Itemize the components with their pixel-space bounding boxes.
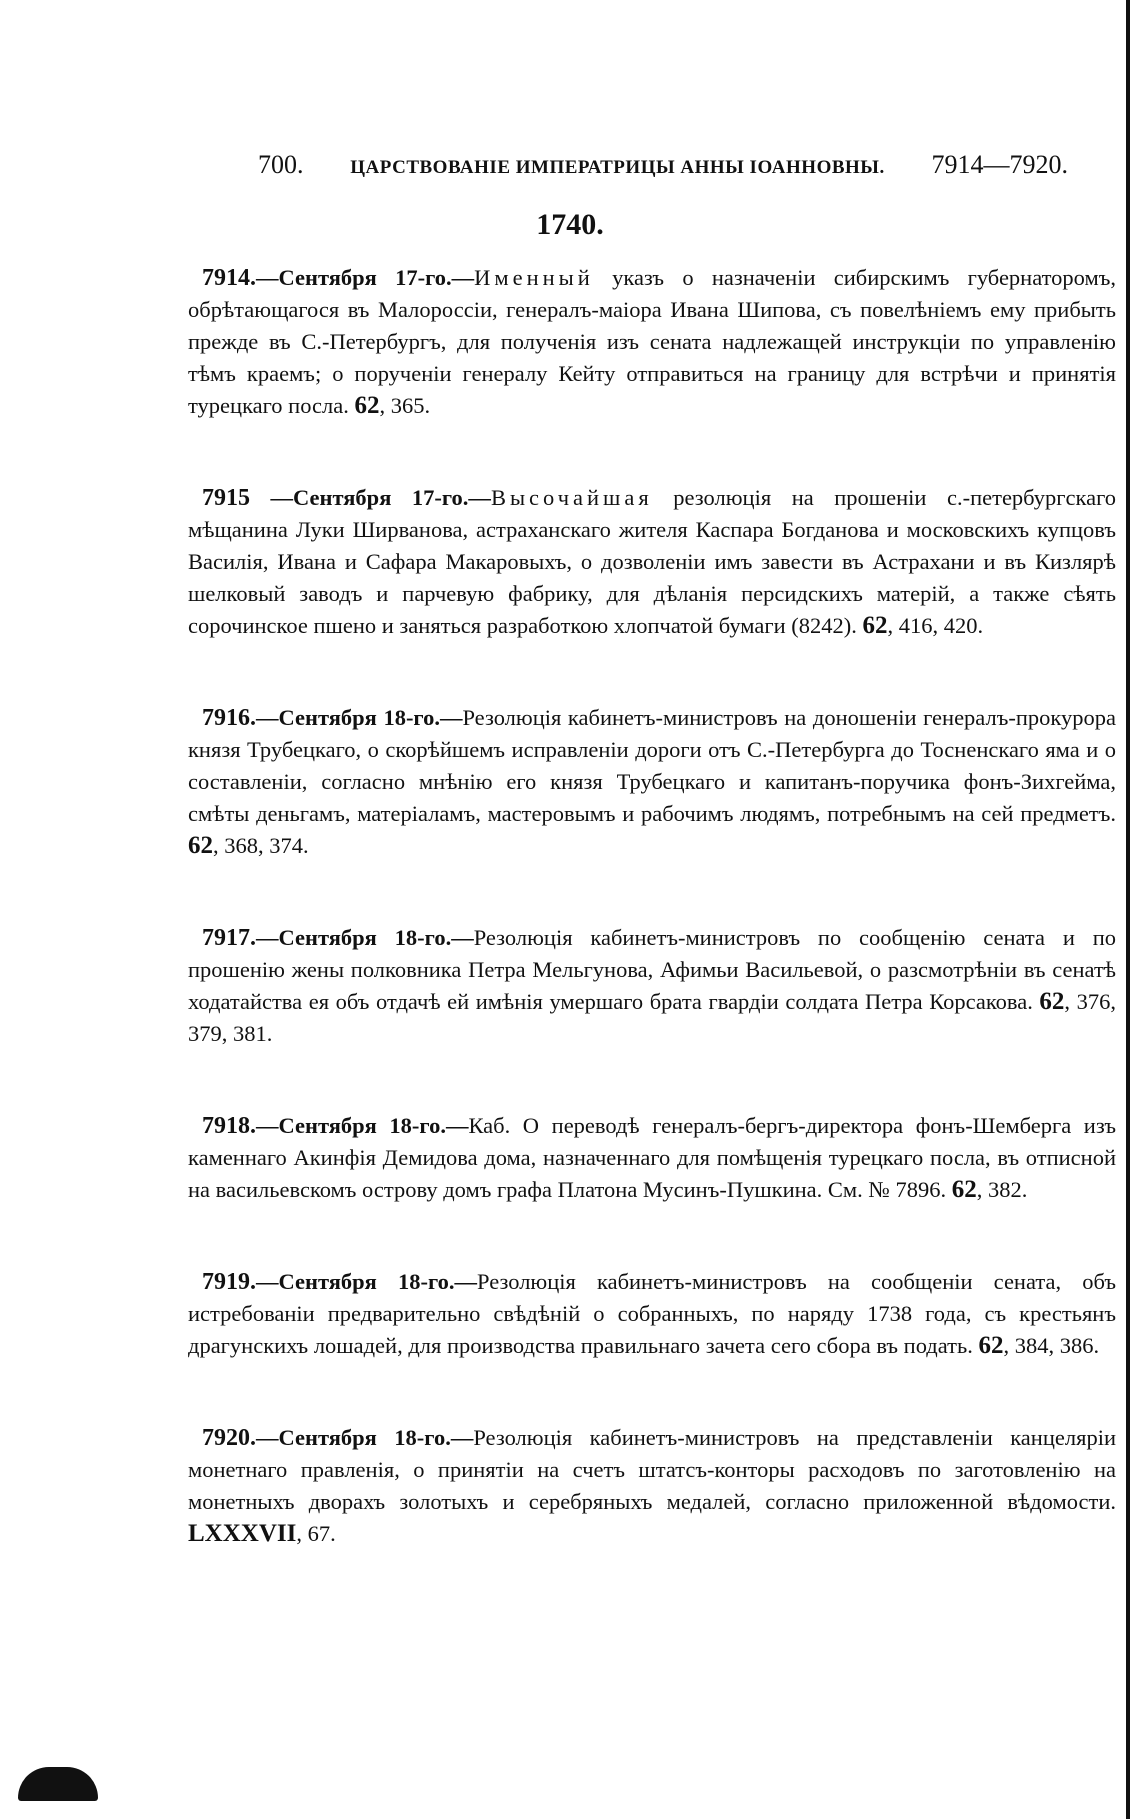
entry-ref-volume: 62 bbox=[862, 612, 888, 639]
entry-7914 bbox=[188, 262, 1116, 422]
entry-ref-volume: 62 bbox=[1039, 988, 1065, 1015]
entry-date: —Сентября 17-го.— bbox=[250, 485, 491, 510]
entry-ref-pages: , 368, 374. bbox=[213, 833, 309, 858]
entry-spaced-word: Именный bbox=[474, 265, 594, 290]
entry-date: —Сентября 18-го.— bbox=[256, 1113, 469, 1138]
entry-ref-pages: , 365. bbox=[379, 393, 431, 418]
entry-ref-pages: , 384, 386. bbox=[1003, 1333, 1100, 1358]
entry-7918 bbox=[188, 1110, 1116, 1206]
entry-text: Резолюція кабинетъ-министровъ на сообщеніи сената, объ истребованіи предварительно свѣдѣній о собранныхъ, по наряду 1738 года, съ крестьянъ драгунскихъ лошадей, для производства правильнаго зачета сего сбора въ подать. bbox=[188, 1269, 1116, 1358]
entry-text: Резолюція кабинетъ-министровъ по сообщенію сената и по прошенію жены полковника Петра Мельгунова, Афимьи Васильевой, о разсмотрѣніи въ сенатѣ ходатайства ея объ отдачѣ ей имѣнія умершаго брата гвардіи солдата Петра Корсакова. bbox=[188, 925, 1116, 1014]
entry-7915 bbox=[188, 482, 1116, 642]
running-header bbox=[258, 150, 1068, 180]
entry-date: —Сентября 18-го.— bbox=[256, 1425, 474, 1450]
entry-range: 7914—7920. bbox=[931, 150, 1068, 179]
year-heading: 1740. bbox=[536, 208, 604, 241]
entry-number: 7916. bbox=[202, 705, 256, 731]
entry-text: указъ о назначеніи сибирскимъ губернаторомъ, обрѣтающагося въ Малороссіи, генералъ-маіора Ивана Шипова, съ повелѣніемъ ему прибыть прежде въ С.-Петербургъ, для полученія изъ сената надлежащей инструкціи по управленію тѣмъ краемъ; о порученіи генералу Кейту отправиться на границу для встрѣчи и принятія турецкаго посла. bbox=[188, 265, 1116, 418]
entry-7916 bbox=[188, 702, 1116, 862]
entry-ref-volume: 62 bbox=[188, 832, 213, 859]
entry-date: —Сентября 18-го.— bbox=[256, 925, 474, 950]
entry-number: 7915 bbox=[202, 485, 250, 511]
entry-ref-pages: , 376, 379, 381. bbox=[188, 989, 1116, 1046]
entry-number: 7917. bbox=[202, 925, 256, 951]
entry-text: Резолюція кабинетъ-министровъ на доношеніи генералъ-прокурора князя Трубецкаго, о скорѣйшемъ исправленіи дороги отъ С.-Петербурга до Тосненскаго яма и о составленіи, согласно мнѣнію его князя Трубецкаго и капитанъ-поручика фонъ-Зихгейма, смѣты деньгамъ, матеріаламъ, мастеровымъ и рабочимъ людямъ, потребнымъ на сей предметъ. bbox=[188, 705, 1116, 826]
entry-number: 7919. bbox=[202, 1269, 256, 1295]
entries-list bbox=[188, 262, 1116, 1610]
entry-ref-volume: 62 bbox=[354, 392, 380, 419]
entry-ref-volume: 62 bbox=[951, 1176, 977, 1203]
running-title: ЦАРСТВОВАНІЕ ИМПЕРАТРИЦЫ АННЫ ІОАННОВНЫ. bbox=[350, 157, 885, 178]
entry-spaced-word: Высочайшая bbox=[490, 485, 653, 510]
page-edge-shadow bbox=[1126, 0, 1130, 1819]
entry-ref-pages: , 67. bbox=[296, 1521, 336, 1546]
entry-ref-pages: , 382. bbox=[976, 1177, 1028, 1202]
entry-7920 bbox=[188, 1422, 1116, 1550]
entry-ref-pages: , 416, 420. bbox=[887, 613, 984, 638]
entry-date: —Сентября 18-го.— bbox=[256, 705, 463, 730]
entry-text: Каб. О переводѣ генералъ-бергъ-директора фонъ-Шемберга изъ каменнаго Акинфія Демидова дома, назначеннаго для помѣщенія турецкаго посла, въ отписной на васильевскомъ острову домъ графа Платона Мусинъ-Пушкина. См. № 7896. bbox=[188, 1113, 1116, 1202]
entry-date: —Сентября 17-го.— bbox=[256, 265, 475, 290]
entry-ref-volume: 62 bbox=[978, 1332, 1004, 1359]
ink-blot bbox=[18, 1767, 98, 1801]
entry-text: резолюція на прошеніи с.-петербургскаго мѣщанина Луки Ширванова, астраханскаго жителя Каспара Богданова и московскихъ купцовъ Василія, Ивана и Сафара Макаровыхъ, о дозволеніи имъ завести въ Астрахани и въ Кизлярѣ шелковый заводъ и парчевую фабрику, для дѣланія персидскихъ матерій, а также сѣять сорочинское пшено и заняться разработкою хлопчатой бумаги (8242). bbox=[188, 485, 1116, 638]
entry-7919 bbox=[188, 1266, 1116, 1362]
entry-number: 7918. bbox=[202, 1113, 256, 1139]
entry-number: 7920. bbox=[202, 1425, 256, 1451]
entry-date: —Сентября 18-го.— bbox=[256, 1269, 477, 1294]
entry-number: 7914. bbox=[202, 265, 256, 291]
entry-ref-volume: LXXXVII bbox=[188, 1520, 297, 1547]
page-number: 700. bbox=[258, 150, 304, 179]
entry-text: Резолюція кабинетъ-министровъ на представленіи канцеляріи монетнаго правленія, о принятіи на счетъ штатсъ-конторы расходовъ по заготовленію на монетныхъ дворахъ золотыхъ и серебряныхъ медалей, согласно приложенной вѣдомости. bbox=[188, 1425, 1116, 1514]
entry-7917 bbox=[188, 922, 1116, 1050]
